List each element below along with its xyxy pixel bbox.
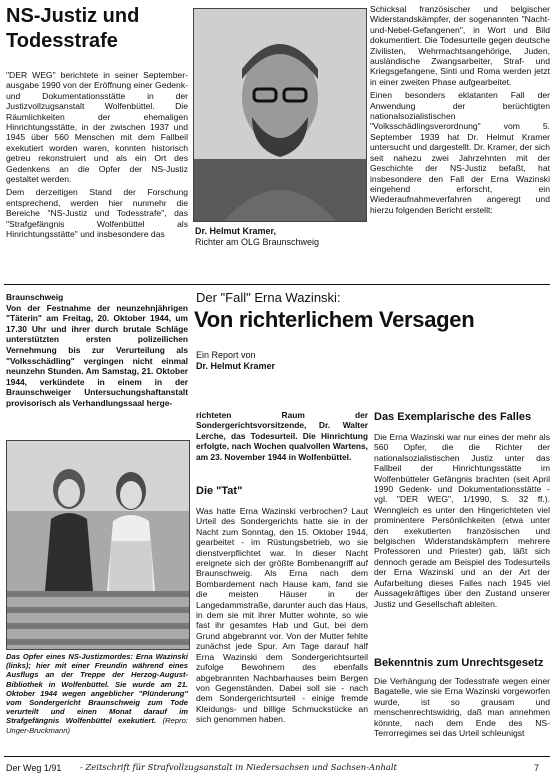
right-body-1: Die Erna Wazinski war nur eines der mehr als 560 Opfer, die die Richter der nationalsozialistischen Justiz unter das Fallbeil der Hinrichtungsstätte im Wolfenbütteler Gefängnis brachten (seit April 1990 Gedenk- und Dokumentationsstätte - vgl. "DER WEG", 1/1990, S. 32 ff.). Wenngleich es unter den Hingerichteten viel prominentere Persönlichkeiten (etwa unter den exekutierten französischen und belgischen Widerstandskämpfern mehrere Professoren und Priester) gab, läßt sich dennoch gerade am Beispiel des Todesurteils der Erna Wazinski und an der Art der Aufarbeitung dieses Falles nach 1945 viel Aussagekräftiges über den Zustand unserer Justiz und Gesellschaft ableiten.: [374, 432, 550, 609]
top-col3-para2: Einen besonders eklatanten Fall der Anwendung der berüchtigten nationalsozialistischen "Volksschädlingsverordnung" vom 5. September 1939 hat Dr. Helmut Kramer untersucht und dargestellt. Dr. Kramer, der sich seit nahezu zwei Jahrzehnten mit der Geschichte der NS-Justiz befaßt, hat insbesondere den Fall der Erna Wazinski eingehend erforscht, ein Wiederaufnahmeverfahren angeregt und hierzu folgenden Bericht erstellt:: [370, 90, 550, 215]
portrait-caption-name: Dr. Helmut Kramer,: [195, 226, 277, 236]
top-title: [6, 4, 191, 54]
top-col1-para2: Dem derzeitigen Stand der Forschung entsprechend, werden hier nunmehr die Bereiche "NS-Justiz und Todesstrafe", das "Strafgefängnis Wolfenbüttel als Hinrichtungsstätte" und insbesondere das: [6, 187, 188, 240]
middle-subhead: Die "Tat": [196, 485, 243, 497]
right-subhead-2: Bekenntnis zum Unrechtsgesetz: [374, 657, 544, 669]
victim-photo-illustration: [7, 441, 189, 649]
kramer-portrait-photo: [193, 8, 367, 222]
footer-handwritten-note: - Zeitschrift für Strafvollzugsanstalt in Niedersachsen und Sachsen-Anhalt: [80, 762, 397, 772]
left-heading: Braunschweig: [6, 292, 64, 302]
right-subhead-1: Das Exemplarische des Falles: [374, 411, 532, 423]
footer-rule: [4, 756, 550, 757]
byline-prefix: Ein Report von: [196, 350, 256, 360]
main-byline: [196, 350, 275, 372]
portrait-illustration: [194, 9, 366, 221]
portrait-caption-role: Richter am OLG Braunschweig: [195, 237, 320, 247]
left-lead-body: Von der Festnahme der neunzehnjährigen "Täterin" am Freitag, 20. Oktober 1944, um 17.30 Uhr und ihrer durch brutale Schläge unterstützten ersten polizeilichen Vernehmung bis zur Verurteilung als "Volksschädling" vergingen nicht einmal neunzehn Stunden. Am Samstag, 21. Oktober 1944, verkündete in einem in der Braunschweiger Untersuchungshaftanstalt provisorisch als Verhandlungssaal herge-: [6, 302, 188, 408]
left-lead-text: [6, 292, 188, 409]
victim-photo: [6, 440, 190, 650]
byline-author: Dr. Helmut Kramer: [196, 361, 276, 371]
footer-left: Der Weg 1/91: [6, 763, 62, 773]
page-number: 7: [534, 763, 540, 773]
middle-body-text: Was hatte Erna Wazinski verbrochen? Laut Urteil des Sondergerichts hatte sie in der Nacht zum Sonntag, den 15. Oktober 1944, gearbeitet - im Rüstungsbetrieb, wo sie dienstverpflichtet war. In dieser Nacht ereignete sich der größte Bombenangriff auf Braunschweig. Als Erna nach dem Bombardement nach Hause kam, fand sie die meisten Häuser in der Langedammstraße, darunter auch das Haus, in dem sie mit ihrer Mutter wohnte, so wie fast ihr gesamtes Hab und Gut, bei dem Grund abgebrannt vor. Von der Mutter fehlte zunächst jede Spur. Am Tage darauf half Erna Wazinski dem Sondergerichtsurteil zufolge Bewohnern des ebenfalls abgebrannten Nachbarhauses beim Bergen von Gegenständen. Dabei soll sie - nach dem Sondergerichtsurteil - einige fremde Kleidungs- und billige Schmuckstücke an sich genommen haben.: [196, 506, 368, 725]
right-body-2: Die Verhängung der Todesstrafe wegen einer Bagatelle, wie sie Erna Wazinski vorgeworfen wurde, ist so grausam und menschenrechtswidrig, daß man annehmen könnte, nach dem Ende des NS-Terrorregimes sei das Urteil schleunigst: [374, 676, 550, 739]
top-col3-text: [370, 4, 550, 215]
top-col3-para1: Schicksal französischer und belgischer Widerstandskämpfer, der sogenannten "Nacht-und-Nebel-Gefangenen", in Wort und Bild dokumentiert. Die Todesurteile gegen deutsche Zivilisten, Wehrmachtsangehörige, Juden, ausländische Zwangsarbeiter, Straf- und Kriegsgefangene, Sinti und Roma werden jetzt in einer zweiten Phase aufgearbeitet.: [370, 4, 550, 87]
victim-photo-caption: [6, 652, 188, 735]
top-col1-para1: "DER WEG" berichtete in seiner September-ausgabe 1990 von der Eröffnung einer Gedenk- und Dokumentationsstätte in der Justizvollzugsanstalt Wolfenbüttel. Die Räumlichkeiten der ehemaligen Hinrichtungsstätte, in der zwischen 1937 und 1945 über 560 Menschen mit dem Fallbeil exekutiert worden waren, konnten historisch getreu rekonstruiert und als ein Ort des Gedenkens an die Opfer der NS-Justiz gestaltet werden.: [6, 70, 188, 185]
top-title-line2: Todesstrafe: [6, 30, 118, 52]
section-divider: [4, 284, 550, 285]
top-col1-text: [6, 70, 188, 240]
portrait-caption: [195, 226, 365, 248]
top-title-line1: NS-Justiz und: [6, 5, 140, 27]
victim-caption-text: Das Opfer eines NS-Justizmordes: Erna Wazinski (links); hier mit einer Freundin während eines Ausflugs an der Treppe der Herzog-August-Bibliothek in Wolfenbüttel. Sie wurde am 21. Oktober 1944 wegen angeblicher "Plünderung" vom Sondergericht Braunschweig zum Tode verurteilt und einen Monat darauf im Strafgefängnis Wolfenbüttel exekutiert.: [6, 652, 188, 726]
main-kicker: Der "Fall" Erna Wazinski:: [196, 290, 341, 305]
main-headline: Von richterlichem Versagen: [194, 307, 475, 332]
middle-lead-text: richteten Raum der Sondergerichtsvorsitzende, Dr. Walter Lerche, das Todesurteil. Die Hinrichtung erfolgte, nach Wochen qualvollen Wartens, am 23. November 1944 in Wolfenbüttel.: [196, 410, 368, 462]
victim-caption-credit: (Repro: Unger-Bruckmann): [6, 716, 188, 735]
